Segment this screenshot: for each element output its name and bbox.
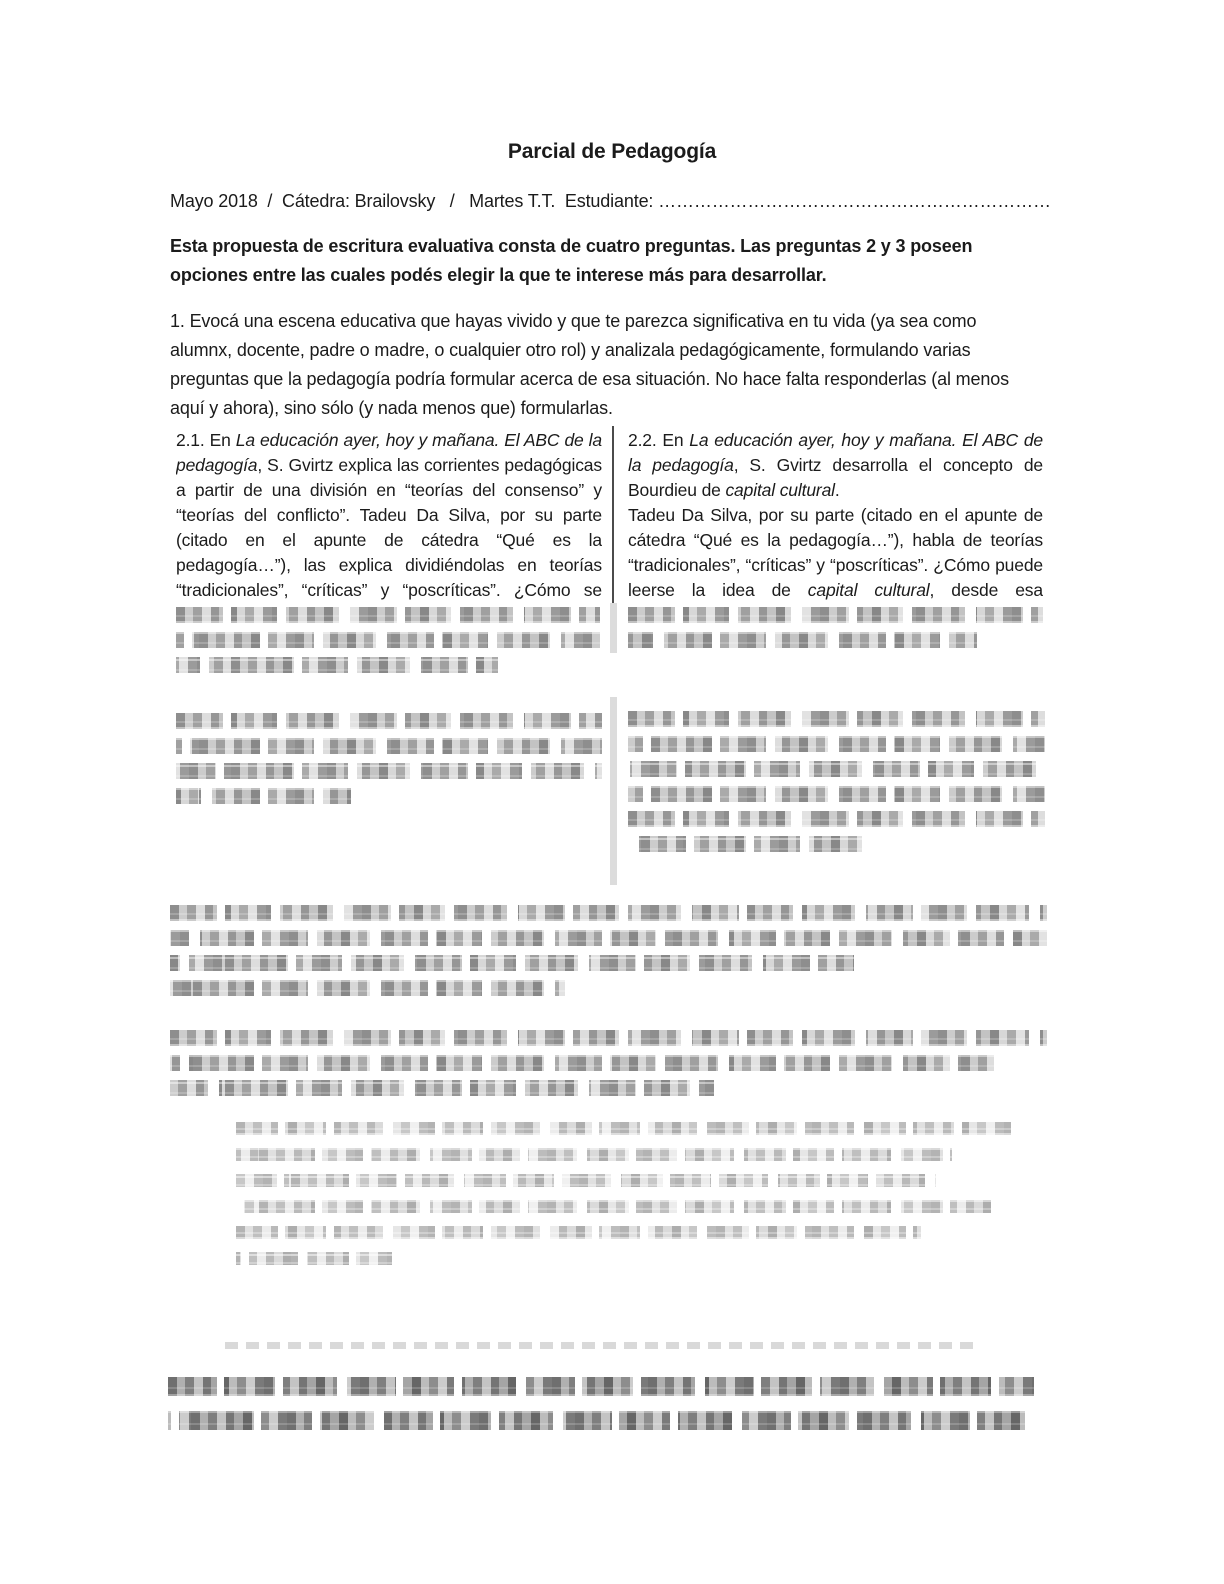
redacted-question-3-2 xyxy=(628,711,1045,852)
q22-capital-cultural-italic: capital cultural xyxy=(725,480,835,500)
q22-tail: , desde esa xyxy=(929,580,1043,600)
question-1-paragraph: 1. Evocá una escena educativa que hayas vivido y que te parezca significativa en tu vida (ya sea como alumnx, docente, padre o madre, o cualquier otro rol) y analizala pedagógicamente, formulando varias preguntas que la pedagogía podría formular acerca de esa situación. No hace falta responderlas (al menos aquí y ahora), sino sólo (y nada menos que) formularlas. xyxy=(170,311,1009,418)
question-2-1-text xyxy=(176,428,602,603)
redacted-question-4 xyxy=(170,905,1047,996)
question-2-2-text-b xyxy=(628,503,1043,603)
student-name-blank: ………………………………………………………… xyxy=(658,191,1051,211)
q22-capital-cultural-italic-2: capital cultural xyxy=(807,580,930,600)
q21-book-title-italic: La educación ayer, hoy y mañana. El ABC de la pedagogía xyxy=(176,430,602,475)
redacted-question-2-2-continuation xyxy=(628,607,1043,648)
q21-prefix: 2.1. En xyxy=(176,430,236,450)
redacted-block-quote xyxy=(236,1122,1014,1265)
redacted-footer-note xyxy=(168,1377,1034,1430)
question-2-1-column xyxy=(176,428,602,606)
q21-body: , S. Gvirtz explica las corrientes pedagógicas a partir de una división en “teorías del consenso” y “teorías del conflicto”. Tadeu Da Silva, por su parte (citado en el apunte de cátedra “Qué es la pedagogía…”), las explica dividiéndolas en teorías “tradicionales”, “críticas” y “poscríticas”. ¿Cómo se xyxy=(176,455,602,600)
q22-book-title-italic: La educación ayer, hoy y mañana. El ABC de la pedagogía xyxy=(628,430,1043,475)
question-2-2-column xyxy=(628,428,1043,606)
q22-prefix: 2.2. En xyxy=(628,430,690,450)
q22-body: Tadeu Da Silva, por su parte (citado en el apunte de cátedra “Qué es la pedagogía…”), habla de teorías “tradicionales”, “críticas” y “poscríticas”. ¿Cómo puede leerse la idea de xyxy=(628,505,1043,600)
column-divider-rule xyxy=(612,426,614,603)
column-divider-rule-blurred-lower xyxy=(610,697,617,885)
redacted-question-3-1 xyxy=(176,713,602,804)
q22-period: . xyxy=(834,480,840,500)
meta-line xyxy=(170,191,1070,212)
question-2-2-text-a xyxy=(628,428,1043,503)
intro-paragraph: Esta propuesta de escritura evaluativa consta de cuatro preguntas. Las preguntas 2 y 3 poseen opciones entre las cuales podés elegir la que te interese más para desarrollar. xyxy=(170,236,973,285)
q22-mid: , S. Gvirtz desarrolla el concepto de Bourdieu de xyxy=(628,455,1043,500)
meta-text: Mayo 2018 / Cátedra: Brailovsky / Martes T.T. Estudiante: xyxy=(170,191,659,211)
redacted-question-2-1-continuation xyxy=(176,607,600,673)
redacted-question-5 xyxy=(170,1030,1047,1096)
dashed-separator-line xyxy=(225,1342,977,1349)
page-title: Parcial de Pedagogía xyxy=(507,140,717,163)
column-divider-rule-blurred-upper xyxy=(610,603,617,653)
